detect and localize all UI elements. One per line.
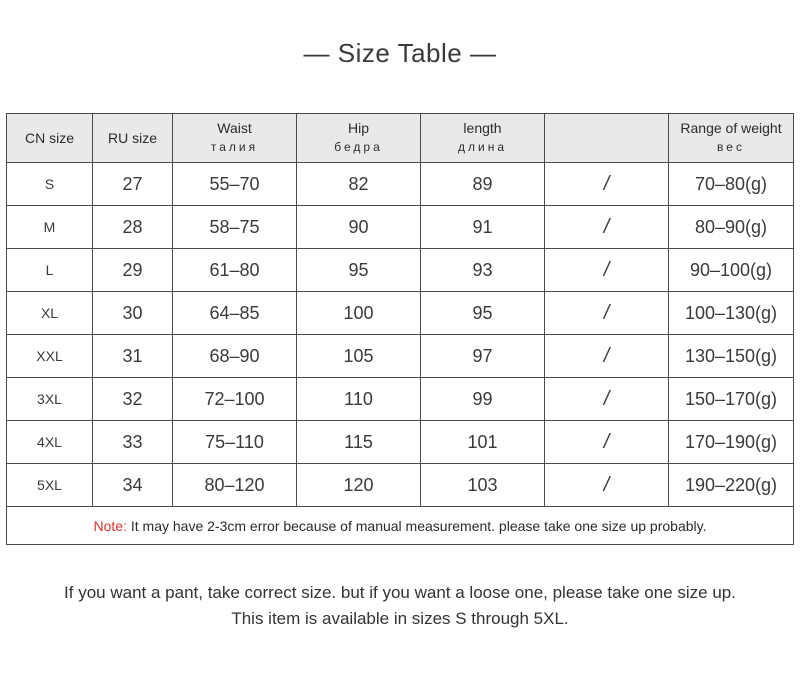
- size-table: [6, 113, 794, 545]
- table-row: [7, 464, 794, 507]
- table-row: [7, 335, 794, 378]
- cell-length: 93: [421, 249, 545, 292]
- cell-ru: 28: [93, 206, 173, 249]
- cell-weight: 150–170(g): [669, 378, 794, 421]
- header-ru-size: RU size: [93, 114, 173, 163]
- cell-weight: 130–150(g): [669, 335, 794, 378]
- footer-line-2: This item is available in sizes S through 5XL.: [231, 609, 569, 628]
- table-row: [7, 378, 794, 421]
- note-text: It may have 2-3cm error because of manual measurement. please take one size up probably.: [130, 517, 707, 534]
- cell-cn: S: [7, 163, 93, 206]
- cell-cn: 4XL: [7, 421, 93, 464]
- cell-hip: 82: [297, 163, 421, 206]
- cell-weight: 90–100(g): [669, 249, 794, 292]
- header-waist-ru: талия: [210, 140, 259, 154]
- cell-hip: 95: [297, 249, 421, 292]
- note-label: Note:: [93, 517, 127, 534]
- header-weight: Range of weight вес: [669, 114, 794, 163]
- cell-cn: 5XL: [7, 464, 93, 507]
- cell-waist: 80–120: [173, 464, 297, 507]
- note-cell: [7, 507, 794, 545]
- header-blank: [545, 114, 669, 163]
- cell-weight: 70–80(g): [669, 163, 794, 206]
- note-row: [7, 507, 794, 545]
- cell-waist: 61–80: [173, 249, 297, 292]
- table-body: [7, 163, 794, 507]
- cell-cn: XXL: [7, 335, 93, 378]
- header-hip-ru: бедра: [334, 140, 383, 154]
- cell-blank: /: [545, 292, 669, 335]
- header-hip: Hip бедра: [297, 114, 421, 163]
- cell-blank: /: [545, 464, 669, 507]
- cell-waist: 68–90: [173, 335, 297, 378]
- cell-cn: XL: [7, 292, 93, 335]
- cell-ru: 30: [93, 292, 173, 335]
- table-header-row: [7, 114, 794, 163]
- cell-length: 95: [421, 292, 545, 335]
- cell-blank: /: [545, 335, 669, 378]
- cell-waist: 58–75: [173, 206, 297, 249]
- cell-hip: 90: [297, 206, 421, 249]
- cell-weight: 190–220(g): [669, 464, 794, 507]
- cell-hip: 100: [297, 292, 421, 335]
- cell-length: 103: [421, 464, 545, 507]
- table-row: [7, 249, 794, 292]
- cell-blank: /: [545, 249, 669, 292]
- cell-hip: 115: [297, 421, 421, 464]
- cell-waist: 55–70: [173, 163, 297, 206]
- cell-length: 97: [421, 335, 545, 378]
- header-cn-size: CN size: [7, 114, 93, 163]
- header-weight-ru: вес: [717, 140, 745, 154]
- cell-cn: 3XL: [7, 378, 93, 421]
- page-title: — Size Table —: [303, 38, 497, 68]
- footer-line-1: If you want a pant, take correct size. but if you want a loose one, please take one size up.: [64, 583, 736, 602]
- header-waist: Waist талия: [173, 114, 297, 163]
- cell-blank: /: [545, 421, 669, 464]
- cell-waist: 64–85: [173, 292, 297, 335]
- cell-waist: 72–100: [173, 378, 297, 421]
- table-row: [7, 292, 794, 335]
- cell-weight: 170–190(g): [669, 421, 794, 464]
- cell-hip: 105: [297, 335, 421, 378]
- table-row: [7, 206, 794, 249]
- cell-blank: /: [545, 378, 669, 421]
- cell-cn: L: [7, 249, 93, 292]
- cell-weight: 100–130(g): [669, 292, 794, 335]
- cell-length: 99: [421, 378, 545, 421]
- cell-ru: 34: [93, 464, 173, 507]
- cell-length: 91: [421, 206, 545, 249]
- cell-blank: /: [545, 206, 669, 249]
- cell-ru: 29: [93, 249, 173, 292]
- cell-blank: /: [545, 163, 669, 206]
- cell-length: 101: [421, 421, 545, 464]
- header-length-ru: длина: [457, 140, 507, 154]
- cell-cn: M: [7, 206, 93, 249]
- cell-weight: 80–90(g): [669, 206, 794, 249]
- header-length: length длина: [421, 114, 545, 163]
- cell-ru: 33: [93, 421, 173, 464]
- cell-waist: 75–110: [173, 421, 297, 464]
- cell-hip: 120: [297, 464, 421, 507]
- cell-length: 89: [421, 163, 545, 206]
- cell-ru: 27: [93, 163, 173, 206]
- cell-hip: 110: [297, 378, 421, 421]
- cell-ru: 32: [93, 378, 173, 421]
- title-text: Size Table: [337, 38, 463, 68]
- table-row: [7, 421, 794, 464]
- table-row: [7, 163, 794, 206]
- cell-ru: 31: [93, 335, 173, 378]
